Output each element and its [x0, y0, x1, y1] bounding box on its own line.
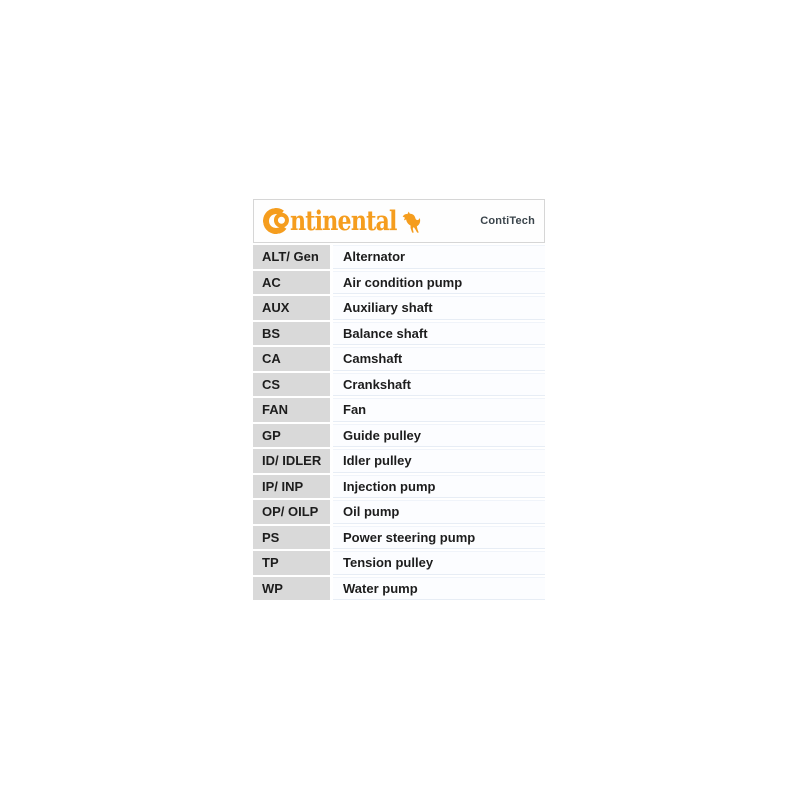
legend-card — [253, 199, 545, 600]
description-cell: Alternator — [333, 245, 545, 269]
logo-o-mark — [274, 213, 289, 228]
abbr-cell: IP/ INP — [253, 475, 330, 499]
description-cell: Balance shaft — [333, 322, 545, 346]
description-cell: Power steering pump — [333, 526, 545, 550]
logo-c-mark — [261, 206, 290, 235]
abbr-cell: TP — [253, 551, 330, 575]
abbr-cell: CA — [253, 347, 330, 371]
description-cell: Water pump — [333, 577, 545, 601]
abbr-cell: ID/ IDLER — [253, 449, 330, 473]
rearing-horse-icon — [402, 211, 421, 233]
abbr-cell: AUX — [253, 296, 330, 320]
description-cell: Camshaft — [333, 347, 545, 371]
abbr-cell: OP/ OILP — [253, 500, 330, 524]
abbr-cell: AC — [253, 271, 330, 295]
description-cell: Crankshaft — [333, 373, 545, 397]
description-cell: Injection pump — [333, 475, 545, 499]
description-cell: Auxiliary shaft — [333, 296, 545, 320]
contitech-wordmark: ContiTech — [480, 215, 535, 227]
brand-header — [253, 199, 545, 243]
abbr-cell: ALT/ Gen — [253, 245, 330, 269]
abbr-cell: BS — [253, 322, 330, 346]
description-cell: Tension pulley — [333, 551, 545, 575]
abbr-cell: FAN — [253, 398, 330, 422]
abbr-cell: CS — [253, 373, 330, 397]
description-cell: Air condition pump — [333, 271, 545, 295]
description-cell: Idler pulley — [333, 449, 545, 473]
description-cell: Guide pulley — [333, 424, 545, 448]
abbr-cell: WP — [253, 577, 330, 601]
continental-logo — [263, 200, 421, 242]
continental-wordmark: ntinental — [290, 205, 397, 237]
abbr-cell: PS — [253, 526, 330, 550]
description-cell: Fan — [333, 398, 545, 422]
description-cell: Oil pump — [333, 500, 545, 524]
legend-table — [253, 245, 545, 600]
abbr-cell: GP — [253, 424, 330, 448]
